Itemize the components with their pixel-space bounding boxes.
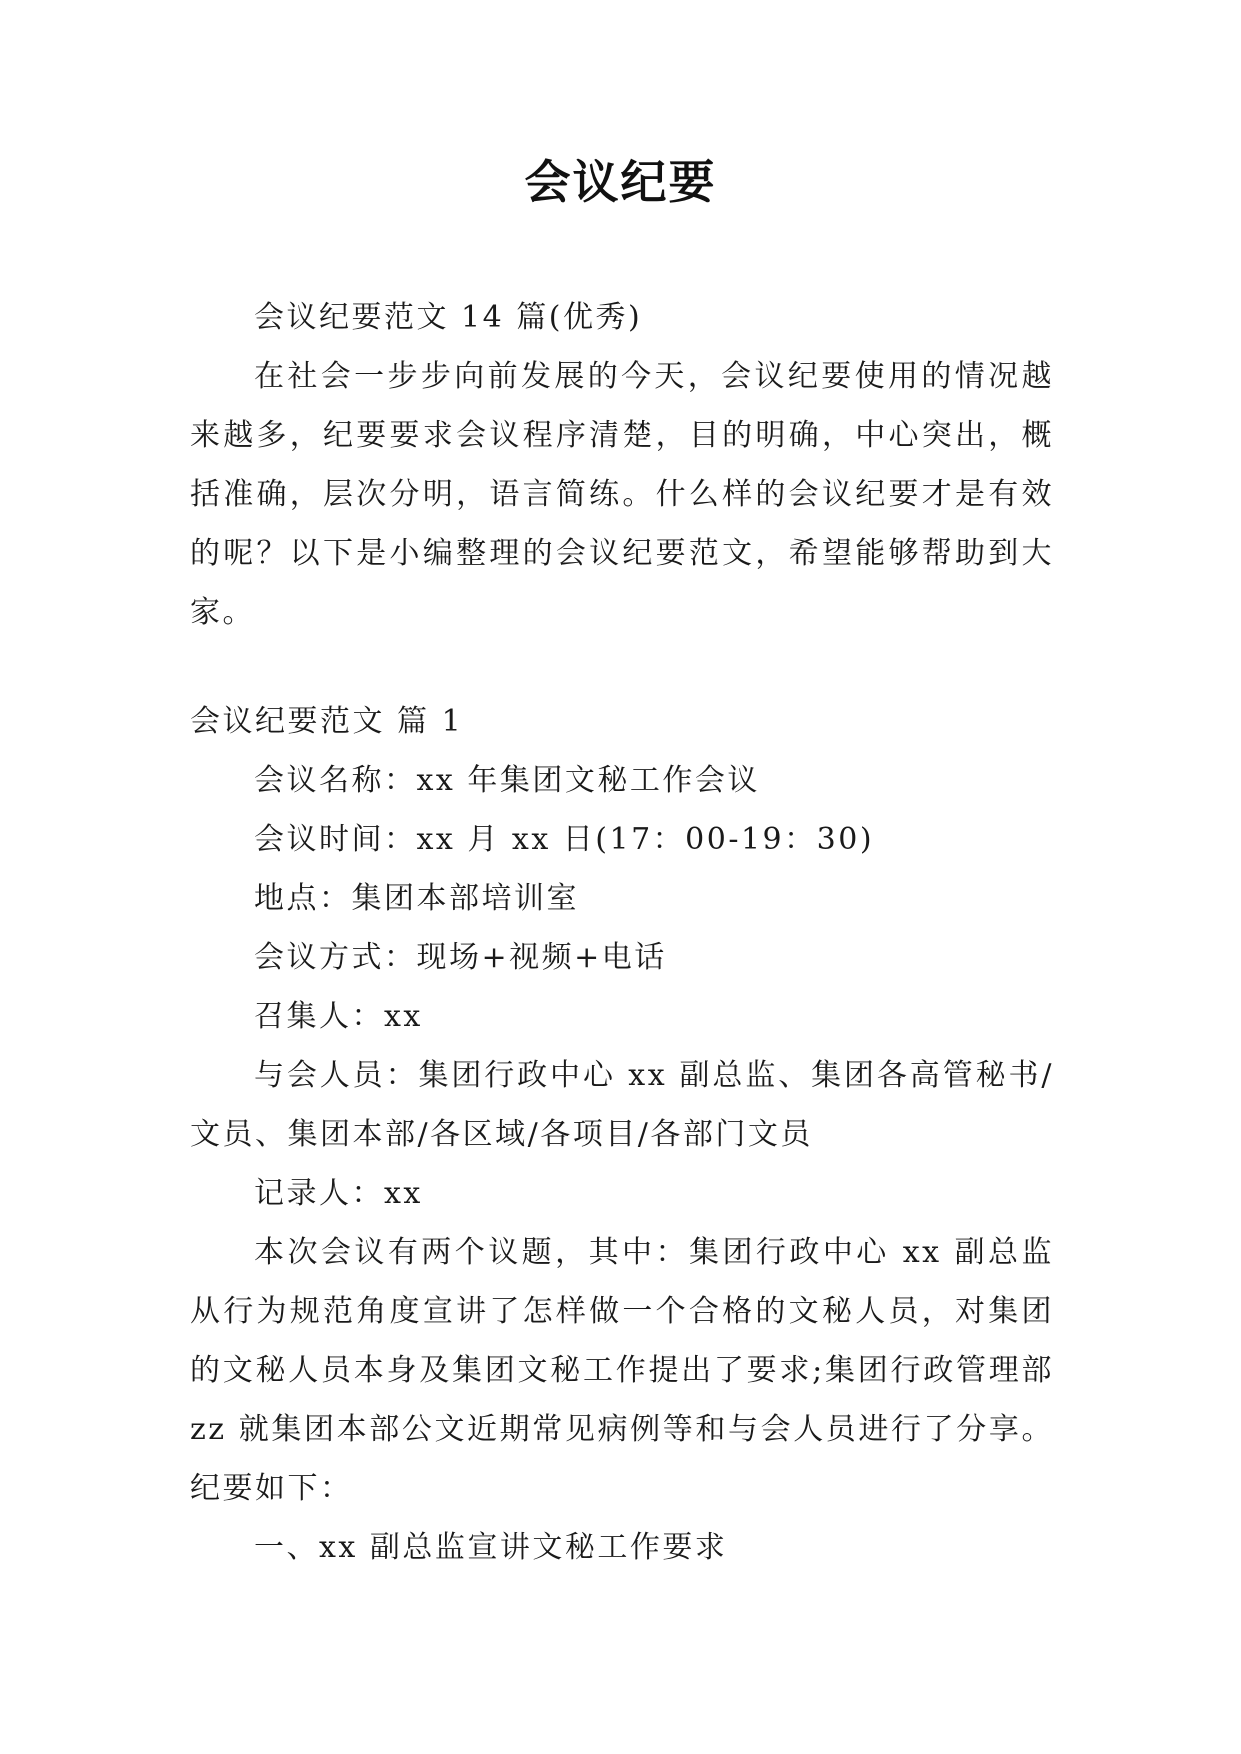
meeting-name: 会议名称：xx 年集团文秘工作会议 (254, 763, 760, 798)
intro-paragraph: 在社会一步步向前发展的今天，会议纪要使用的情况越来越多，纪要要求会议程序清楚，目的明确，中心突出，概括准确，层次分明，语言简练。什么样的会议纪要才是有效的呢？以下是小编整理的会议纪要范文，希望能够帮助到大家。 (190, 359, 1054, 630)
attendees: 与会人员：集团行政中心 xx 副总监、集团各高管秘书/文员、集团本部/各区域/各项目/各部门文员 (190, 1058, 1054, 1152)
summary-paragraph: 本次会议有两个议题，其中：集团行政中心 xx 副总监从行为规范角度宣讲了怎样做一个合格的文秘人员，对集团的文秘人员本身及集团文秘工作提出了要求;集团行政管理部 zz 就集团本部公文近期常见病例等和与会人员进行了分享。纪要如下： (190, 1235, 1054, 1506)
item-heading-1: 一、xx 副总监宣讲文秘工作要求 (254, 1530, 728, 1565)
section-heading: 会议纪要范文 篇 1 (190, 704, 464, 739)
document-title: 会议纪要 (524, 155, 717, 209)
meeting-time: 会议时间：xx 月 xx 日(17：00-19：30) (254, 822, 875, 857)
subtitle: 会议纪要范文 14 篇(优秀) (254, 300, 643, 335)
spacer (190, 642, 1054, 692)
meeting-method: 会议方式：现场+视频+电话 (254, 940, 667, 975)
convener: 召集人：xx (254, 999, 423, 1034)
document-body (190, 288, 1054, 1577)
meeting-location: 地点：集团本部培训室 (254, 881, 579, 916)
recorder: 记录人：xx (254, 1176, 423, 1211)
